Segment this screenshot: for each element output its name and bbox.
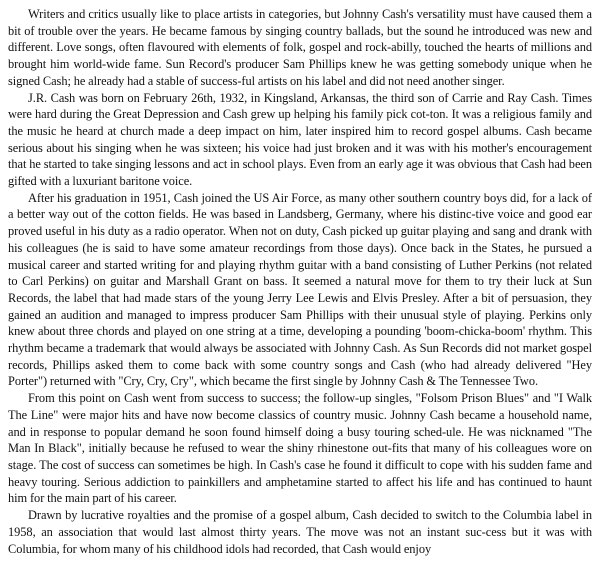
paragraph-early-life: J.R. Cash was born on February 26th, 1932, in Kingsland, Arkansas, the third son of Carrie and Ray Cash. Times were hard during the Great Depression and Cash grew up helping his family pick cot-ton. It was a religious family and the music he heard at church made a deep impact on him, later inspired him to record gospel albums. Cash became serious about his singing when he was sixteen; his voice had just broken and it was with his mother's encouragement that he started to take singing lessons and act in school plays. Even from an early age it was obvious that Cash had been gifted with a luxuriant baritone voice. — [8, 90, 592, 189]
paragraph-intro: Writers and critics usually like to place artists in categories, but Johnny Cash's versatility must have caused them a bit of trouble over the years. He became famous by singing country ballads, but the sound he introduced was new and different. Love songs, often flavoured with elements of folk, gospel and rock-abilly, touched the hearts of millions and brought him world-wide fame. Sun Record's producer Sam Phillips knew he was getting somebody unique when he signed Cash; he already had a stable of success-ful artists on his label and did not need another singer. — [8, 7, 592, 88]
paragraph-air-force-and-sun-records: After his graduation in 1951, Cash joined the US Air Force, as many other southern country boys did, for a lack of a better way out of the cotton fields. He was based in Landsberg, Germany, where his distinc-tive voice and good ear proved useful in his duty as a radio operator. When not on duty, Cash picked up guitar playing and sang and drank with his colleagues (he is said to have some amateur recordings from those days). Once back in the States, he pursued a musical career and started writing for and playing rhythm guitar with a band consisting of Luther Perkins (not related to Carl Perkins) on guitar and Marshall Grant on bass. It seemed a natural move for them to try their luck at Sun Records, the label that had made stars of the young Jerry Lee Lewis and Elvis Presley. After a bit of persuasion, they gained an audition and managed to impress producer Sam Phillips with their unusual style of playing. Perkins only knew about three chords and played on one string at a time, developing a pounding 'boom-chicka-boom' rhythm. This rhythm became a trademark that would always be associated with Johnny Cash. As Sun Records did not market gospel records, Phillips asked them to come back with some country songs and Cash (who had already delivered "Hey Porter") returned with "Cry, Cry, Cry", which became the first single by Johnny Cash & The Tennessee Two. — [8, 190, 592, 389]
paragraph-success: From this point on Cash went from success to success; the follow-up singles, "Folsom Prison Blues" and "I Walk The Line" were major hits and have now become classics of country music. Johnny Cash became a household name, and in response to popular demand he soon found himself doing a busy touring sched-ule. He was nicknamed "The Man In Black", initially because he refused to wear the shiny rhinestone out-fits that many of his colleagues wore on stage. The cost of success can sometimes be high. In Cash's case he found it difficult to cope with his sudden fame and heavy touring. Serious addiction to painkillers and amphetamine started to affect his life and has continued to haunt him for the main part of his career. — [8, 391, 592, 506]
paragraph-columbia: Drawn by lucrative royalties and the promise of a gospel album, Cash decided to switch to the Columbia label in 1958, an association that would last almost thirty years. The move was not an instant suc-cess but it was with Columbia, for whom many of his childhood idols had recorded, that Cash would enjoy — [8, 508, 592, 556]
